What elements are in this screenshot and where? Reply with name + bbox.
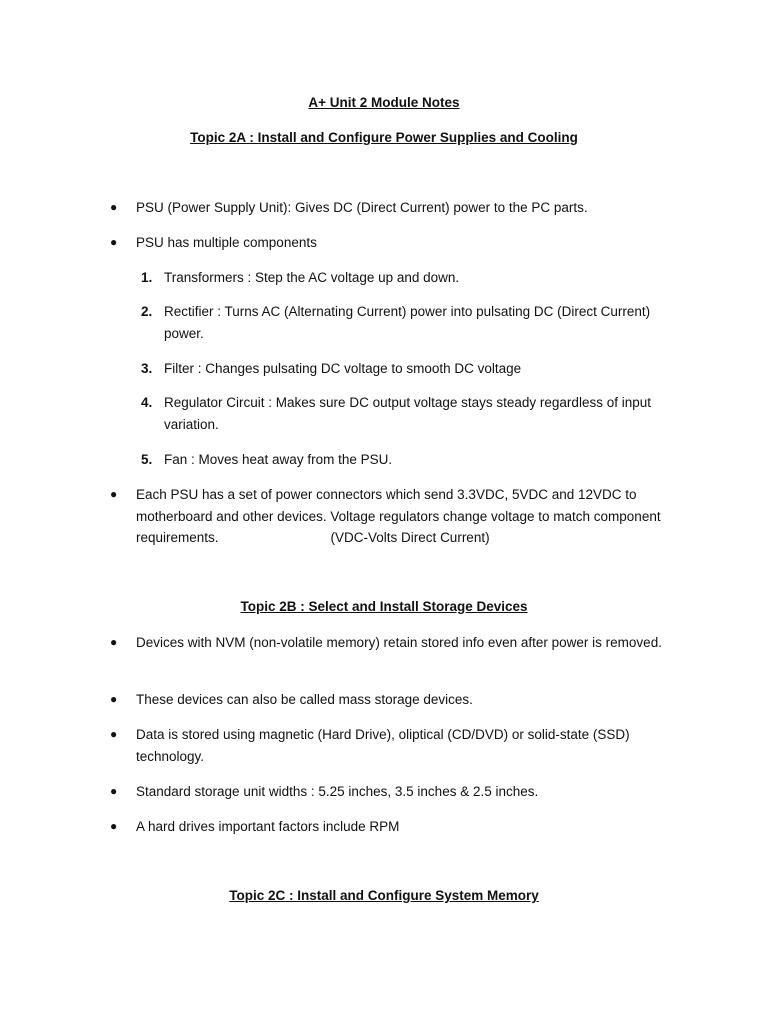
connectors-text: Each PSU has a set of power connectors which send 3.3VDC, 5VDC and 12VDC to motherboard and other devices. Voltage regulators change voltage to match component requirements. [136, 487, 661, 545]
list-item-text: PSU has multiple components [136, 235, 317, 250]
bullet-icon: ● [110, 635, 118, 649]
vdc-note: (VDC-Volts Direct Current) [330, 530, 490, 545]
list-item-text: A hard drives important factors include RPM [136, 819, 400, 834]
number-marker: 4. [141, 395, 153, 410]
bullet-icon: ● [110, 784, 118, 798]
topic-2c-heading: Topic 2C : Install and Configure System Memory [229, 888, 539, 903]
number-marker: 5. [141, 452, 153, 467]
bullet-icon: ● [110, 200, 118, 214]
topic-2a-heading: Topic 2A : Install and Configure Power Supplies and Cooling [190, 130, 578, 145]
list-item-text: Standard storage unit widths : 5.25 inches, 3.5 inches & 2.5 inches. [136, 784, 539, 799]
numbered-item-text: Regulator Circuit : Makes sure DC output voltage stays steady regardless of input variation. [164, 395, 651, 432]
bullet-icon: ● [110, 727, 118, 741]
numbered-item-text: Filter : Changes pulsating DC voltage to smooth DC voltage [164, 361, 522, 376]
list-item-text [136, 484, 682, 549]
document-title: A+ Unit 2 Module Notes [308, 95, 460, 110]
bullet-icon: ● [110, 487, 118, 501]
list-item-text: PSU (Power Supply Unit): Gives DC (Direct Current) power to the PC parts. [136, 200, 588, 215]
topic-2b-heading: Topic 2B : Select and Install Storage Devices [240, 599, 528, 614]
list-item-text: Data is stored using magnetic (Hard Drive), oliptical (CD/DVD) or solid-state (SSD) technology. [136, 727, 630, 764]
numbered-item-text: Transformers : Step the AC voltage up and down. [164, 270, 460, 285]
number-marker: 3. [141, 361, 153, 376]
bullet-icon: ● [110, 692, 118, 706]
numbered-item-text: Fan : Moves heat away from the PSU. [164, 452, 393, 467]
number-marker: 2. [141, 304, 153, 319]
bullet-icon: ● [110, 235, 118, 249]
numbered-item-text: Rectifier : Turns AC (Alternating Current) power into pulsating DC (Direct Current) power. [164, 304, 651, 341]
bullet-icon: ● [110, 819, 118, 833]
number-marker: 1. [141, 270, 153, 285]
list-item-text: Devices with NVM (non-volatile memory) retain stored info even after power is removed. [136, 635, 662, 650]
list-item-text: These devices can also be called mass storage devices. [136, 692, 473, 707]
